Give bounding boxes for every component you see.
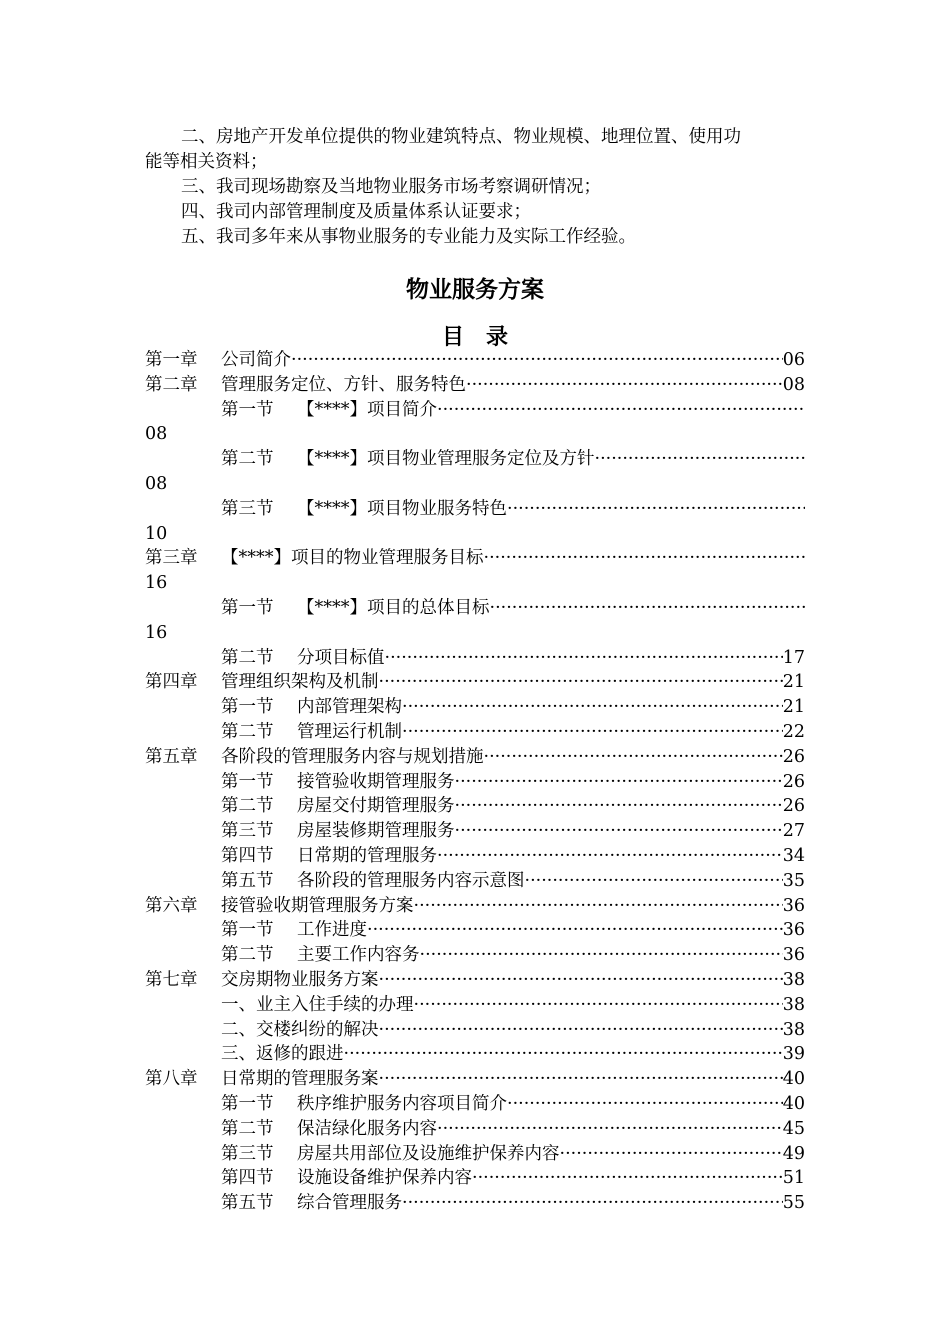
toc-entry[interactable] [145,1166,805,1191]
toc-entry-text: 交房期物业服务方案 [221,969,379,990]
toc-entry-label: 第一节 [221,920,274,941]
toc-entry[interactable] [145,1117,805,1142]
toc-page-number: 08 [782,374,805,395]
toc-page-number: 40 [782,1069,805,1090]
toc-entry-text: 主要工作内容务 [297,945,420,966]
toc-entry-text: 房屋装修期管理服务 [297,821,455,842]
toc-leader-dots [379,968,783,993]
toc-entry-text: 公司简介 [221,350,291,370]
toc-page-number: 21 [782,697,805,718]
toc-entry[interactable] [145,745,805,770]
toc-entry-text: 管理运行机制 [297,721,402,742]
toc-entry-label: 第一节 [221,597,274,618]
intro-line: 二、房地产开发单位提供的物业建筑特点、物业规模、地理位置、使用功 [181,127,741,147]
toc-leader-dots [455,770,783,795]
toc-page-number: 10 [145,523,168,544]
toc-entry-text: 日常期的管理服务案 [221,1069,379,1090]
toc-entry-label: 第三节 [221,821,274,842]
toc-entry[interactable] [145,695,805,720]
toc-page-number: 49 [782,1143,805,1164]
table-of-contents [145,348,805,1216]
toc-entry[interactable] [145,894,805,919]
toc-entry-label: 第二章 [145,374,198,395]
toc-entry-text: 接管验收期管理服务 [297,771,455,792]
toc-entry-label: 第二节 [221,449,274,470]
intro-line: 五、我司多年来从事物业服务的专业能力及实际工作经验。 [181,227,636,247]
toc-entry-label: 第一节 [221,1093,274,1114]
toc-entry[interactable] [145,819,805,844]
toc-entry-text: 秩序维护服务内容项目简介 [297,1093,507,1114]
toc-entry-text: 日常期的管理服务 [297,845,437,866]
toc-page-number: 27 [782,821,805,842]
toc-entry[interactable] [145,794,805,819]
toc-entry-text: 管理组织架构及机制 [221,672,379,693]
toc-entry-label: 第二节 [221,647,274,668]
toc-entry[interactable] [145,348,805,373]
toc-leader-dots [437,398,805,423]
toc-page-number: 51 [782,1168,805,1189]
toc-entry[interactable] [145,546,805,571]
toc-entry[interactable] [145,596,805,621]
toc-page-number-line [145,571,805,596]
toc-page-number: 26 [782,746,805,767]
toc-entry[interactable] [145,398,805,423]
toc-page-number: 17 [782,647,805,668]
toc-leader-dots [379,1067,783,1092]
toc-entry-text: 管理服务定位、方针、服务特色 [221,374,466,395]
toc-entry-text: 房屋共用部位及设施维护保养内容 [297,1143,560,1164]
toc-page-number-line [145,621,805,646]
toc-page-number: 38 [782,969,805,990]
toc-entry-label: 第五节 [221,1193,274,1214]
toc-page-number-line [145,522,805,547]
toc-page-number: 26 [782,796,805,817]
toc-leader-dots [402,720,783,745]
toc-leader-dots [402,695,783,720]
toc-leader-dots [367,918,783,943]
toc-page-number: 38 [782,994,805,1015]
toc-entry[interactable] [145,968,805,993]
toc-entry-text: 综合管理服务 [297,1193,402,1214]
toc-entry[interactable] [145,943,805,968]
toc-page-number: 08 [145,473,168,494]
toc-entry[interactable] [145,373,805,398]
toc-leader-dots [466,373,783,398]
toc-entry[interactable] [145,1142,805,1167]
toc-entry-text: 【****】项目物业管理服务定位及方针 [297,449,595,470]
toc-entry-label: 第三节 [221,1143,274,1164]
intro-line: 三、我司现场勘察及当地物业服务市场考察调研情况； [181,177,601,197]
toc-heading: 目录 [441,325,530,350]
toc-page-number: 34 [782,845,805,866]
toc-entry-text: 各阶段的管理服务内容示意图 [297,870,525,891]
toc-entry-text: 【****】项目简介 [297,399,437,420]
toc-entry-label: 第七章 [145,969,198,990]
toc-entry[interactable] [145,844,805,869]
toc-entry[interactable] [145,1042,805,1067]
toc-entry[interactable] [145,720,805,745]
toc-page-number: 16 [145,573,168,594]
toc-leader-dots [472,1166,783,1191]
toc-entry[interactable] [145,1018,805,1043]
toc-entry-label: 第四节 [221,1168,274,1189]
toc-entry-text: 接管验收期管理服务方案 [221,895,414,916]
toc-leader-dots [402,1191,783,1216]
toc-entry-text: 保洁绿化服务内容 [297,1118,437,1139]
toc-entry-label: 第二节 [221,721,274,742]
toc-leader-dots [379,1018,783,1043]
toc-entry[interactable] [145,646,805,671]
toc-entry-text: 内部管理架构 [297,697,402,718]
toc-page-number: 45 [782,1118,805,1139]
intro-line: 四、我司内部管理制度及质量体系认证要求； [181,202,531,222]
toc-leader-dots [385,646,783,671]
toc-leader-dots [437,844,783,869]
toc-leader-dots [490,596,806,621]
toc-page-number: 16 [145,622,168,643]
toc-entry-label: 第一章 [145,350,198,370]
toc-page-number: 36 [782,945,805,966]
toc-entry-label: 第五章 [145,746,198,767]
toc-page-number-line [145,472,805,497]
toc-entry-label: 第四章 [145,672,198,693]
toc-entry-label: 第一节 [221,771,274,792]
toc-entry-text: 一、业主入住手续的办理 [221,994,414,1015]
toc-entry-label: 第二节 [221,796,274,817]
toc-entry[interactable] [145,670,805,695]
toc-page-number: 08 [145,424,168,445]
toc-leader-dots [560,1142,783,1167]
toc-leader-dots [420,943,783,968]
toc-page-number: 21 [782,672,805,693]
toc-entry-text: 三、返修的跟进 [221,1044,344,1065]
toc-leader-dots [484,745,783,770]
document-title: 物业服务方案 [406,277,544,303]
toc-leader-dots [455,819,783,844]
toc-page-number: 26 [782,771,805,792]
toc-entry-text: 【****】项目物业服务特色 [297,498,507,519]
toc-entry[interactable] [145,993,805,1018]
toc-leader-dots [344,1042,783,1067]
intro-line: 能等相关资料； [145,152,268,172]
toc-leader-dots [455,794,783,819]
toc-entry[interactable] [145,1067,805,1092]
toc-leader-dots [525,869,783,894]
toc-entry-label: 第一节 [221,399,274,420]
toc-page-number: 22 [782,721,805,742]
toc-leader-dots [595,447,806,472]
toc-leader-dots [414,993,783,1018]
toc-entry-text: 房屋交付期管理服务 [297,796,455,817]
toc-leader-dots [414,894,783,919]
toc-entry[interactable] [145,918,805,943]
toc-entry[interactable] [145,1191,805,1216]
toc-entry-text: 各阶段的管理服务内容与规划措施 [221,746,484,767]
toc-leader-dots [507,1092,783,1117]
toc-leader-dots [291,348,783,373]
toc-leader-dots [379,670,783,695]
intro-paragraphs [145,125,805,250]
toc-page-number: 39 [782,1044,805,1065]
toc-entry-text: 【****】项目的物业管理服务目标 [221,548,484,569]
toc-entry-label: 第三章 [145,548,198,569]
toc-leader-dots [437,1117,783,1142]
toc-page-number: 40 [782,1093,805,1114]
toc-page-number: 36 [782,920,805,941]
toc-page-number: 06 [782,350,805,370]
toc-page-number: 35 [782,870,805,891]
toc-page-number: 38 [782,1019,805,1040]
toc-entry[interactable] [145,1092,805,1117]
toc-entry[interactable] [145,770,805,795]
toc-entry-label: 第六章 [145,895,198,916]
toc-page-number: 36 [782,895,805,916]
toc-entry-text: 【****】项目的总体目标 [297,597,490,618]
toc-leader-dots [484,546,806,571]
toc-entry-label: 第五节 [221,870,274,891]
toc-page-number: 55 [782,1193,805,1214]
toc-entry-label: 第三节 [221,498,274,519]
toc-entry-label: 第四节 [221,845,274,866]
toc-entry-label: 第八章 [145,1069,198,1090]
toc-entry-text: 二、交楼纠纷的解决 [221,1019,379,1040]
toc-entry-label: 第二节 [221,1118,274,1139]
toc-entry-label: 第二节 [221,945,274,966]
toc-entry-text: 设施设备维护保养内容 [297,1168,472,1189]
toc-entry-text: 工作进度 [297,920,367,941]
toc-entry[interactable] [145,497,805,522]
toc-page-number-line [145,422,805,447]
toc-entry-label: 第一节 [221,697,274,718]
toc-entry-text: 分项目标值 [297,647,385,668]
toc-leader-dots [507,497,805,522]
toc-entry[interactable] [145,869,805,894]
toc-entry[interactable] [145,447,805,472]
